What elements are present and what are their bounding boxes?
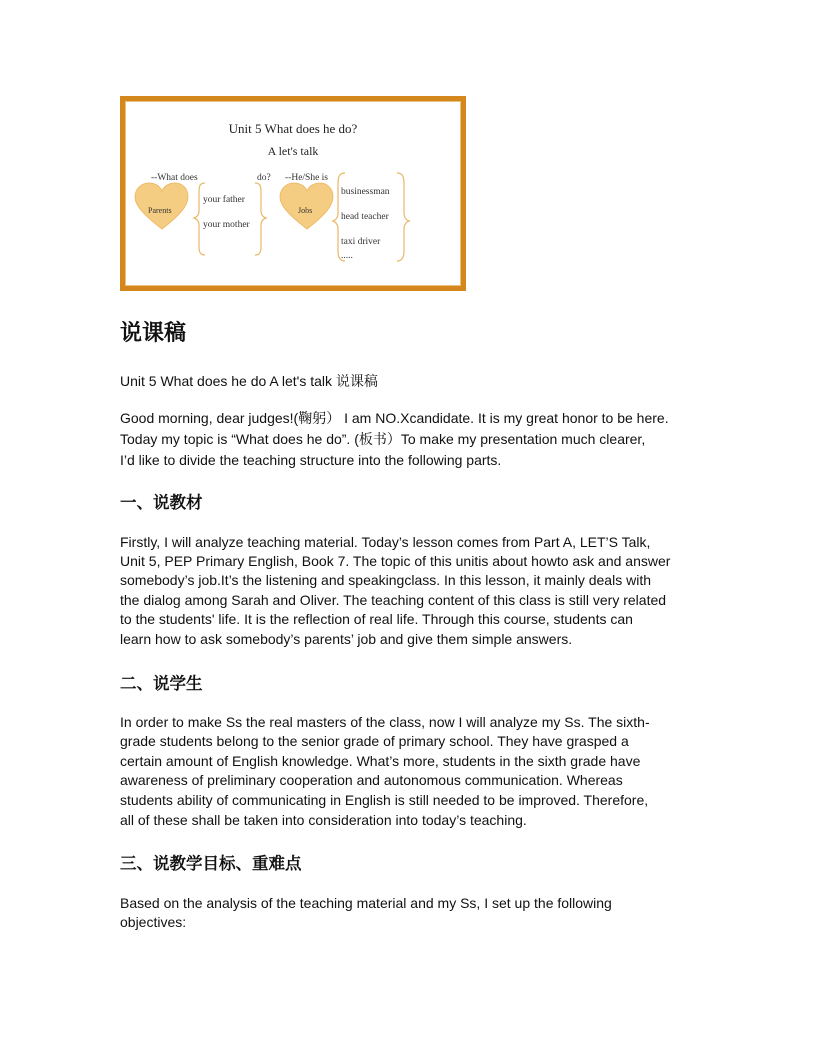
option-businessman: businessman [341, 187, 390, 197]
slide-answer-start: --He/She is [285, 173, 329, 183]
option-head-teacher: head teacher [341, 212, 389, 222]
subtitle-line: Unit 5 What does he do A let's talk 说课稿 [120, 373, 378, 389]
slide-title: Unit 5 What does he do? [228, 121, 358, 136]
slide-question-end: do? [257, 173, 271, 183]
left-close-brace [255, 183, 266, 255]
paragraph-line: In order to make Ss the real masters of the class, now I will analyze my Ss. The sixth- [120, 714, 650, 730]
paragraph-line: Firstly, I will analyze teaching material. Today’s lesson comes from Part A, LET’S Talk, [120, 534, 651, 550]
paragraph-line: Based on the analysis of the teaching material and my Ss, I set up the following [120, 895, 612, 911]
paragraph-line: learn how to ask somebody’s parents’ job and give them simple answers. [120, 631, 573, 647]
paragraph-line: somebody’s job.It’s the listening and speakingclass. In this lesson, it mainly deals with [120, 572, 651, 588]
option-ellipsis: ..... [341, 251, 353, 261]
paragraph-line: the dialog among Sarah and Oliver. The teaching content of this class is still very related [120, 592, 667, 608]
paragraph-line: grade students belong to the senior grade of primary school. They have grasped a [120, 733, 629, 749]
lesson-slide-image [120, 96, 466, 291]
paragraph-line: Unit 5, PEP Primary English, Book 7. The topic of this unitis about howto ask and answer [120, 553, 671, 569]
paragraph-line: to the students' life. It is the reflection of real life. Through this course, students can [120, 611, 633, 627]
slide-question-start: --What does [151, 173, 198, 183]
slide-subtitle: A let's talk [267, 144, 319, 158]
document-title: 说课稿 [120, 321, 187, 346]
right-close-brace [397, 173, 409, 261]
heart-label-jobs: Jobs [298, 206, 313, 215]
paragraph-line: all of these shall be taken into consideration into today’s teaching. [120, 812, 527, 828]
intro-line: Today my topic is “What does he do”. (板书）To make my presentation much clearer, [120, 431, 646, 447]
section-heading-objectives: 三、说教学目标、重难点 [120, 854, 302, 873]
heart-label-parents: Parents [148, 206, 172, 215]
paragraph-line: students ability of communicating in English is still needed to be improved. Therefore, [120, 792, 649, 808]
section-heading-students: 二、说学生 [120, 674, 203, 693]
section-heading-materials: 一、说教材 [120, 493, 203, 512]
left-open-brace [194, 183, 205, 255]
paragraph-line: awareness of preliminary cooperation and autonomous communication. Whereas [120, 772, 623, 788]
paragraph-line: objectives: [120, 914, 187, 930]
option-your-father: your father [203, 195, 245, 205]
option-taxi-driver: taxi driver [341, 237, 381, 247]
intro-line: Good morning, dear judges!(鞠躬） I am NO.Xcandidate. It is my great honor to be here. [120, 410, 669, 426]
option-your-mother: your mother [203, 220, 250, 230]
paragraph-line: certain amount of English knowledge. What’s more, students in the sixth grade have [120, 753, 641, 769]
intro-line: I’d like to divide the teaching structure into the following parts. [120, 452, 502, 468]
